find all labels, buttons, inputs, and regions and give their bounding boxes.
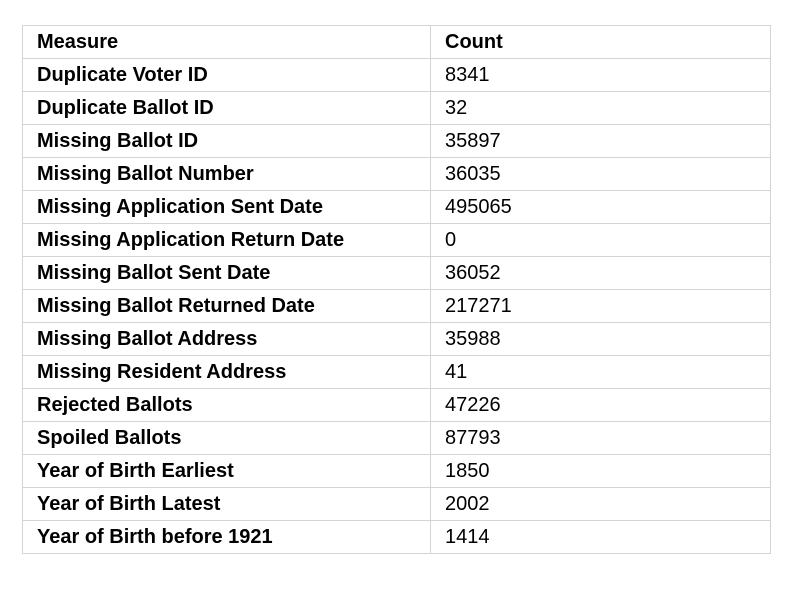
count-cell: 32 (431, 92, 771, 125)
measure-cell: Missing Ballot Number (23, 158, 431, 191)
table-row (23, 488, 771, 521)
table-header-row (23, 26, 771, 59)
count-cell: 495065 (431, 191, 771, 224)
measure-cell: Missing Ballot Returned Date (23, 290, 431, 323)
column-header-measure: Measure (23, 26, 431, 59)
measure-cell: Year of Birth Earliest (23, 455, 431, 488)
measure-cell: Missing Application Return Date (23, 224, 431, 257)
table-row (23, 521, 771, 554)
table-row (23, 92, 771, 125)
count-cell: 35988 (431, 323, 771, 356)
count-cell: 47226 (431, 389, 771, 422)
table-row (23, 224, 771, 257)
measure-cell: Duplicate Voter ID (23, 59, 431, 92)
table-row (23, 158, 771, 191)
measure-cell: Rejected Ballots (23, 389, 431, 422)
table-row (23, 356, 771, 389)
measure-cell: Missing Ballot ID (23, 125, 431, 158)
count-cell: 1414 (431, 521, 771, 554)
table-row (23, 455, 771, 488)
table-row (23, 59, 771, 92)
table-row (23, 422, 771, 455)
table-row (23, 125, 771, 158)
count-cell: 2002 (431, 488, 771, 521)
table-row (23, 323, 771, 356)
table-row (23, 389, 771, 422)
measure-cell: Duplicate Ballot ID (23, 92, 431, 125)
count-cell: 87793 (431, 422, 771, 455)
count-cell: 41 (431, 356, 771, 389)
measure-cell: Missing Ballot Address (23, 323, 431, 356)
measure-cell: Missing Resident Address (23, 356, 431, 389)
column-header-count: Count (431, 26, 771, 59)
measures-table (22, 25, 771, 554)
count-cell: 35897 (431, 125, 771, 158)
count-cell: 36035 (431, 158, 771, 191)
measure-cell: Year of Birth before 1921 (23, 521, 431, 554)
table-row (23, 290, 771, 323)
count-cell: 217271 (431, 290, 771, 323)
measure-cell: Spoiled Ballots (23, 422, 431, 455)
table-row (23, 191, 771, 224)
count-cell: 8341 (431, 59, 771, 92)
table-row (23, 257, 771, 290)
count-cell: 36052 (431, 257, 771, 290)
count-cell: 1850 (431, 455, 771, 488)
measure-cell: Year of Birth Latest (23, 488, 431, 521)
count-cell: 0 (431, 224, 771, 257)
measure-cell: Missing Application Sent Date (23, 191, 431, 224)
measure-cell: Missing Ballot Sent Date (23, 257, 431, 290)
